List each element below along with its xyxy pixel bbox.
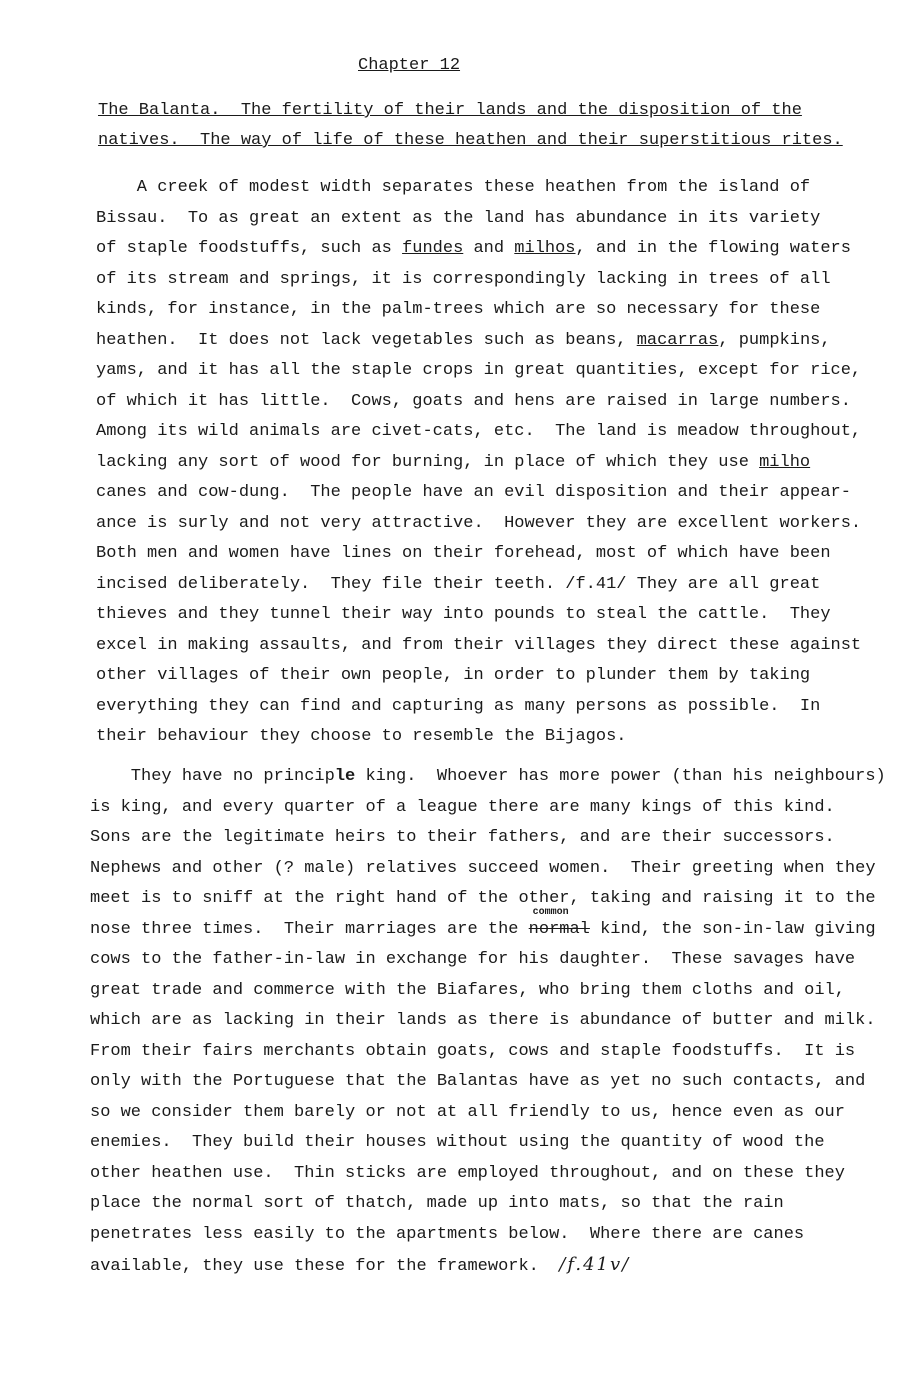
subtitle-line-2: natives. The way of life of these heathen and their superstitious rites. bbox=[98, 131, 843, 150]
term-milho: milho bbox=[759, 452, 811, 472]
p2-line: great trade and commerce with the Biafares, who bring them cloths and oil, bbox=[90, 980, 845, 1000]
p1-line: their behaviour they choose to resemble the Bijagos. bbox=[96, 727, 627, 746]
term-milhos: milhos bbox=[514, 239, 576, 258]
p1-line: A creek of modest width separates these heathen from the island of bbox=[96, 178, 811, 197]
term-macarras: macarras bbox=[636, 330, 719, 350]
term-fundes: fundes bbox=[402, 239, 464, 258]
p1-line: lacking any sort of wood for burning, in place of which they use bbox=[96, 452, 760, 472]
p1-line: Both men and women have lines on their forehead, most of which have been bbox=[96, 544, 831, 563]
p1-line: of which it has little. Cows, goats and hens are raised in large numbers. bbox=[96, 391, 851, 411]
p2-line: nose three times. Their marriages are the bbox=[90, 919, 529, 939]
p1-line: , pumpkins, bbox=[718, 330, 831, 350]
p2-line: king. Whoever has more power (than his neighbours) bbox=[355, 767, 886, 786]
inserted-word: common bbox=[532, 906, 569, 918]
p1-line: and bbox=[463, 239, 515, 258]
p2-line: only with the Portuguese that the Balantas have as yet no such contacts, and bbox=[90, 1072, 866, 1091]
struck-text: normal bbox=[528, 919, 590, 939]
p1-line: incised deliberately. They file their teeth. /f.41/ They are all great bbox=[96, 574, 821, 594]
p2-line: place the normal sort of thatch, made up into mats, so that the rain bbox=[90, 1194, 784, 1213]
p1-line: thieves and they tunnel their way into pounds to steal the cattle. They bbox=[96, 605, 831, 624]
p2-line: kind, the son-in-law giving bbox=[589, 919, 876, 939]
p2-line: so we consider them barely or not at all friendly to us, hence even as our bbox=[90, 1102, 845, 1122]
p1-line: ance is surly and not very attractive. However they are excellent workers. bbox=[96, 513, 862, 533]
p2-line: Nephews and other (? male) relatives succeed women. Their greeting when they bbox=[90, 858, 876, 878]
p2-line: meet is to sniff at the right hand of the other, taking and raising it to the bbox=[90, 889, 876, 908]
p2-line: which are as lacking in their lands as there is abundance of butter and milk. bbox=[90, 1011, 876, 1030]
p1-line: yams, and it has all the staple crops in great quantities, except for rice, bbox=[96, 361, 862, 380]
handwritten-folio-note: /f.41v/ bbox=[559, 1254, 631, 1275]
chapter-title: Chapter 12 bbox=[358, 56, 461, 75]
p1-line: excel in making assaults, and from their villages they direct these against bbox=[96, 635, 862, 655]
p1-line: canes and cow-dung. The people have an evil disposition and their appear- bbox=[96, 483, 851, 502]
subtitle-line-1: The Balanta. The fertility of their lands and the disposition of the bbox=[98, 101, 802, 120]
chapter-subtitle bbox=[98, 96, 898, 156]
p1-line: heathen. It does not lack vegetables such as beans, bbox=[96, 330, 637, 350]
p1-line: of staple foodstuffs, such as bbox=[96, 239, 403, 258]
p2-line: is king, and every quarter of a league there are many kings of this kind. bbox=[90, 797, 835, 817]
struck-word bbox=[528, 906, 590, 939]
p2-line: other heathen use. Thin sticks are employed throughout, and on these they bbox=[90, 1163, 845, 1183]
p2-line: Sons are the legitimate heirs to their fathers, and are their successors. bbox=[90, 828, 835, 847]
p1-line: everything they can find and capturing as many persons as possible. In bbox=[96, 696, 821, 716]
p2-line: penetrates less easily to the apartments below. Where there are canes bbox=[90, 1224, 805, 1244]
p1-line: , and in the flowing waters bbox=[575, 239, 851, 258]
p1-line: Bissau. To as great an extent as the land has abundance in its variety bbox=[96, 208, 821, 228]
paragraph-2 bbox=[90, 762, 886, 1283]
p1-line: Among its wild animals are civet-cats, etc. The land is meadow throughout, bbox=[96, 422, 862, 441]
p2-line: enemies. They build their houses without using the quantity of wood the bbox=[90, 1133, 825, 1152]
p2-line: cows to the father-in-law in exchange for his daughter. These savages have bbox=[90, 950, 856, 969]
p1-line: kinds, for instance, in the palm-trees which are so necessary for these bbox=[96, 300, 821, 319]
overtyped-letters: le bbox=[334, 767, 356, 786]
p2-line: available, they use these for the framework. bbox=[90, 1257, 560, 1276]
p2-line: From their fairs merchants obtain goats, cows and staple foodstuffs. It is bbox=[90, 1041, 856, 1061]
p1-line: of its stream and springs, it is correspondingly lacking in trees of all bbox=[96, 269, 831, 289]
p2-line: They have no princip bbox=[90, 767, 335, 786]
p1-line: other villages of their own people, in order to plunder them by taking bbox=[96, 666, 811, 685]
paragraph-1 bbox=[96, 173, 861, 753]
